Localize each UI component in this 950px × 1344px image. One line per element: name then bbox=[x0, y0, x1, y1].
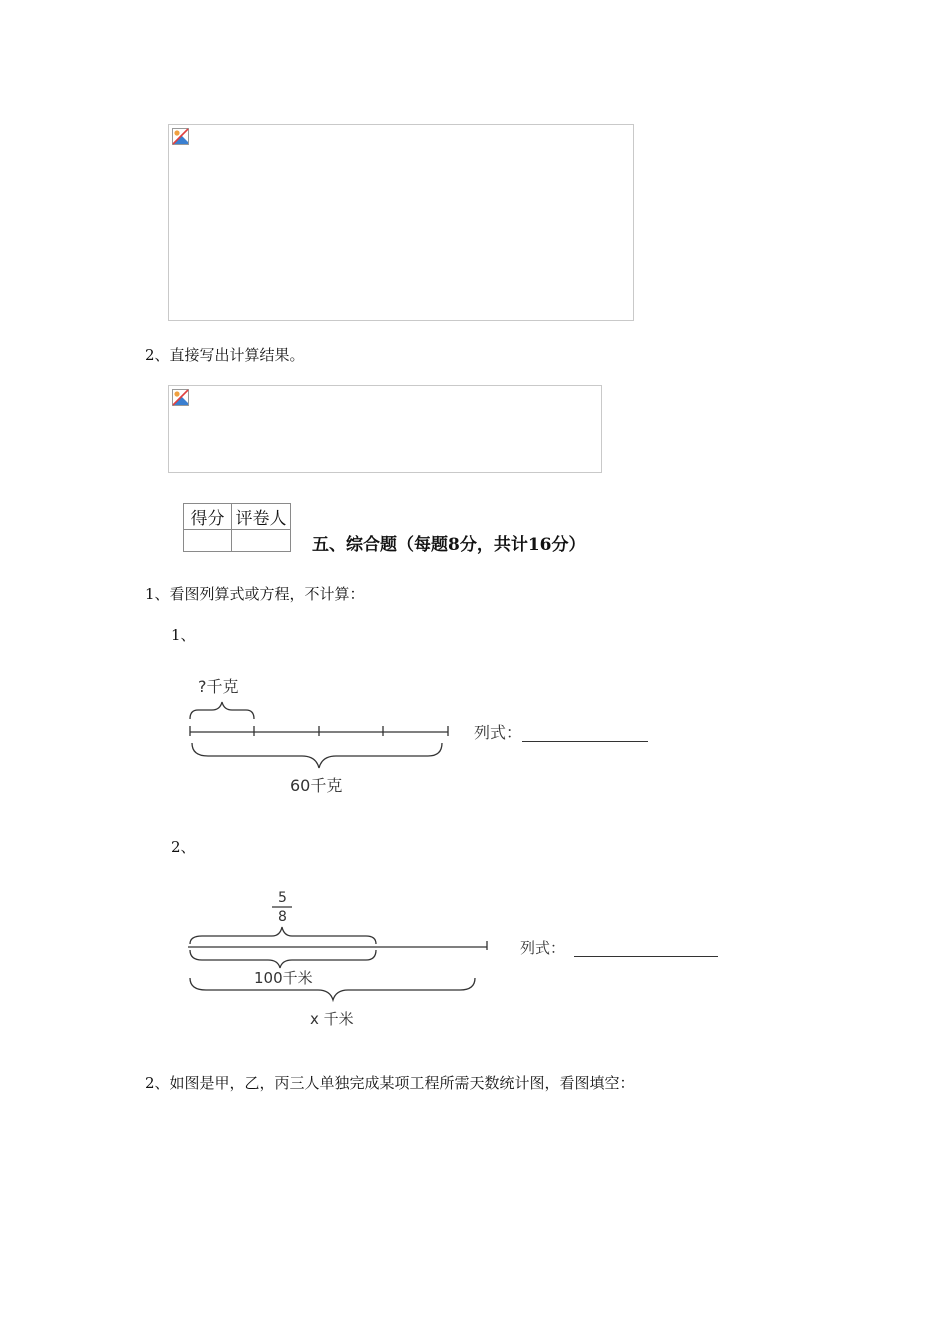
subproblem-1-number: 1、 bbox=[171, 626, 196, 644]
answer-line-1[interactable] bbox=[522, 741, 648, 742]
image-placeholder-2 bbox=[168, 385, 602, 473]
fraction-numerator: 5 bbox=[278, 890, 287, 906]
broken-image-icon bbox=[172, 389, 189, 406]
score-cell[interactable] bbox=[184, 530, 232, 552]
section-title: 五、综合题（每题8分，共计16分） bbox=[312, 535, 586, 555]
score-table bbox=[183, 503, 291, 552]
bottom-brace bbox=[192, 743, 442, 768]
fraction-denominator: 8 bbox=[278, 909, 287, 925]
diagram-1 bbox=[180, 668, 460, 800]
question-2-text: 2、直接写出计算结果。 bbox=[145, 346, 305, 364]
outer-label: x 千米 bbox=[310, 1010, 354, 1028]
problem-1-text: 1、看图列算式或方程，不计算： bbox=[145, 585, 365, 603]
grader-cell[interactable] bbox=[232, 530, 291, 552]
top-label: ?千克 bbox=[198, 677, 239, 696]
subproblem-2-number: 2、 bbox=[171, 838, 196, 856]
formula-label-1: 列式： bbox=[474, 723, 523, 742]
top-brace bbox=[190, 927, 376, 944]
image-placeholder-1 bbox=[168, 124, 634, 321]
bottom-label: 60千克 bbox=[290, 776, 343, 795]
problem-2-text: 2、如图是甲，乙，丙三人单独完成某项工程所需天数统计图，看图填空： bbox=[145, 1074, 635, 1092]
grader-header: 评卷人 bbox=[232, 504, 291, 530]
inner-label: 100千米 bbox=[254, 969, 313, 987]
inner-brace bbox=[190, 950, 376, 968]
score-header: 得分 bbox=[184, 504, 232, 530]
answer-line-2[interactable] bbox=[574, 956, 718, 957]
formula-label-2: 列式： bbox=[520, 939, 566, 957]
top-brace bbox=[190, 702, 254, 719]
outer-brace bbox=[190, 978, 475, 1000]
diagram-2 bbox=[180, 884, 500, 1034]
broken-image-icon bbox=[172, 128, 189, 145]
